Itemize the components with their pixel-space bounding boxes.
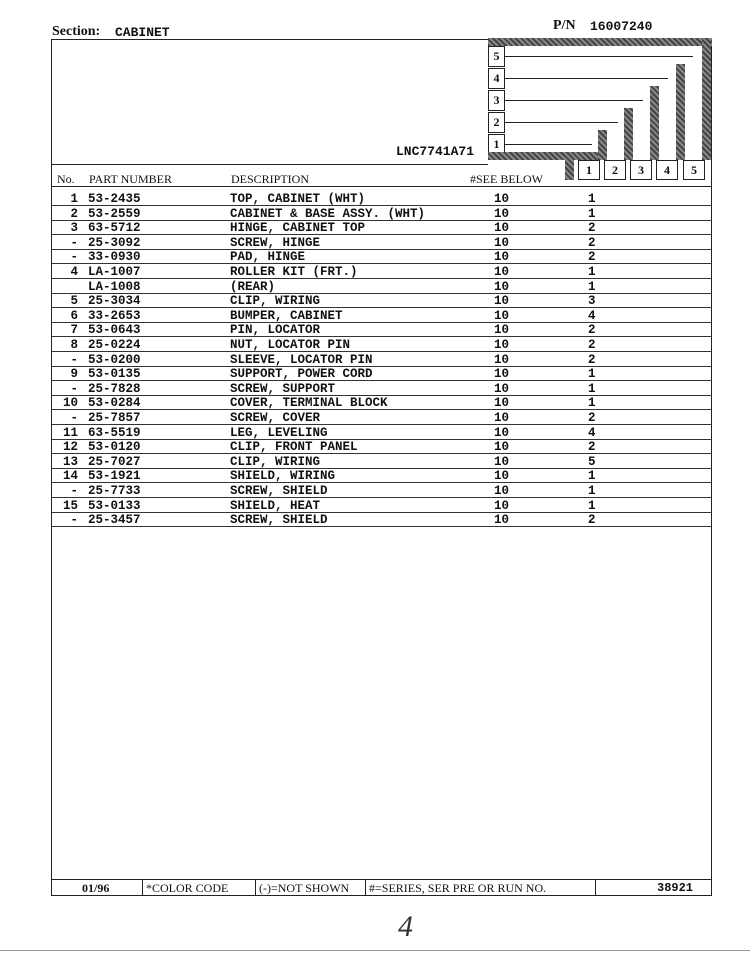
step-bar-top [488, 38, 712, 46]
part-quantity: 2 [588, 338, 596, 352]
section-value: CABINET [115, 25, 170, 40]
step-line-2 [505, 122, 618, 123]
part-series-code: 10 [494, 454, 510, 469]
part-series-code: 10 [494, 235, 510, 250]
column-header-no: No. [57, 172, 75, 186]
part-number: 33-2653 [88, 308, 141, 323]
part-quantity: 2 [588, 513, 596, 528]
part-description: PIN, LOCATOR [230, 323, 321, 338]
column-header-part-number: PART NUMBER [89, 172, 172, 186]
part-number: 53-1921 [88, 469, 141, 484]
part-description: PAD, HINGE [230, 250, 306, 265]
part-quantity: 1 [588, 498, 596, 513]
part-description: NUT, LOCATOR PIN [230, 338, 351, 352]
footer-date: 01/96 [82, 881, 110, 895]
part-index: 8 [70, 338, 78, 352]
part-description: BUMPER, CABINET [230, 308, 343, 323]
part-number: 25-7733 [88, 484, 141, 498]
series-key-3: 3 [630, 160, 652, 180]
part-index: 13 [62, 454, 78, 469]
part-series-code: 10 [494, 484, 510, 498]
row-rule [52, 526, 712, 527]
part-description: SCREW, HINGE [230, 235, 321, 250]
step-bar-left [565, 152, 574, 180]
part-description: SHIELD, HEAT [230, 498, 321, 513]
part-series-code: 10 [494, 265, 510, 279]
part-index: 4 [70, 265, 78, 279]
part-quantity: 1 [588, 367, 596, 382]
part-series-code: 10 [494, 323, 510, 338]
part-description: CLIP, WIRING [230, 294, 321, 309]
model-number-label: LNC7741A71 [396, 144, 475, 159]
part-index: - [70, 381, 78, 396]
part-number: LA-1008 [88, 279, 141, 294]
part-quantity: 3 [588, 294, 596, 309]
part-series-code: 10 [494, 513, 510, 528]
footer-doc-number: 38921 [657, 881, 694, 895]
part-series-code: 10 [494, 192, 510, 206]
part-index: 1 [70, 192, 78, 206]
part-quantity: 1 [588, 396, 596, 411]
part-index: - [70, 250, 78, 265]
part-quantity: 1 [588, 279, 596, 294]
step-bar-4 [676, 64, 685, 160]
part-series-code: 10 [494, 381, 510, 396]
series-key-1: 1 [578, 160, 600, 180]
part-index: 2 [70, 206, 78, 221]
part-series-code: 10 [494, 308, 510, 323]
part-quantity: 4 [588, 308, 596, 323]
footer-divider [255, 880, 256, 896]
part-index: 10 [62, 396, 78, 411]
step-bar-5 [702, 38, 711, 160]
part-index: - [70, 484, 78, 498]
part-quantity: 2 [588, 250, 596, 265]
part-number: 25-3034 [88, 294, 141, 309]
step-bar-2 [624, 108, 633, 160]
part-description: CLIP, WIRING [230, 454, 321, 469]
part-number: 53-0284 [88, 396, 141, 411]
series-key-4: 4 [656, 160, 678, 180]
column-header-see-below: #SEE BELOW [470, 172, 543, 186]
part-quantity: 2 [588, 411, 596, 425]
part-index: 5 [70, 294, 78, 309]
part-series-code: 10 [494, 396, 510, 411]
diagram-divider [51, 164, 488, 165]
footer-divider [365, 880, 366, 896]
part-series-code: 10 [494, 352, 510, 367]
part-series-code: 10 [494, 206, 510, 221]
part-series-code: 10 [494, 440, 510, 455]
part-number: 53-0135 [88, 367, 141, 382]
step-box-3: 3 [488, 90, 505, 111]
part-description: HINGE, CABINET TOP [230, 221, 366, 236]
part-description: SCREW, SUPPORT [230, 381, 336, 396]
part-description: SHIELD, WIRING [230, 469, 336, 484]
footer-not-shown: (-)=NOT SHOWN [259, 881, 350, 895]
part-series-code: 10 [494, 469, 510, 484]
part-number: 53-2435 [88, 192, 141, 206]
part-index: 14 [62, 469, 78, 484]
step-bar-1 [598, 130, 607, 160]
part-number: 53-0133 [88, 498, 141, 513]
part-quantity: 2 [588, 352, 596, 367]
part-index: 7 [70, 323, 78, 338]
step-box-2: 2 [488, 112, 505, 133]
step-box-1: 1 [488, 134, 505, 155]
part-number: 53-2559 [88, 206, 141, 221]
part-description: COVER, TERMINAL BLOCK [230, 396, 388, 411]
part-quantity: 4 [588, 425, 596, 440]
section-label: Section: [52, 24, 101, 39]
part-index: 6 [70, 308, 78, 323]
part-quantity: 1 [588, 381, 596, 396]
part-index: 3 [70, 221, 78, 236]
step-box-5: 5 [488, 46, 505, 67]
part-description: CABINET & BASE ASSY. (WHT) [230, 206, 426, 221]
part-index: - [70, 235, 78, 250]
step-line-5 [505, 56, 693, 57]
part-number: 25-3457 [88, 513, 141, 528]
footer-divider [595, 880, 596, 896]
part-series-code: 10 [494, 411, 510, 425]
part-index: - [70, 352, 78, 367]
part-index: - [70, 411, 78, 425]
part-description: (REAR) [230, 279, 276, 294]
part-quantity: 2 [588, 323, 596, 338]
part-number-label: P/N [553, 18, 576, 33]
part-series-code: 10 [494, 338, 510, 352]
part-quantity: 5 [588, 454, 596, 469]
part-quantity: 2 [588, 221, 596, 236]
footer-divider [142, 880, 143, 896]
part-index: 15 [62, 498, 78, 513]
series-key-5: 5 [683, 160, 705, 180]
footer-color-code: *COLOR CODE [146, 881, 229, 895]
part-number: 25-3092 [88, 235, 141, 250]
part-number: 25-7027 [88, 454, 141, 469]
part-number: 63-5712 [88, 221, 141, 236]
column-header-description: DESCRIPTION [231, 172, 310, 186]
part-description: SLEEVE, LOCATOR PIN [230, 352, 373, 367]
part-number: 33-0930 [88, 250, 141, 265]
part-number: 25-7857 [88, 411, 141, 425]
part-series-code: 10 [494, 221, 510, 236]
part-number: 53-0643 [88, 323, 141, 338]
step-line-3 [505, 100, 643, 101]
footer-series: #=SERIES, SER PRE OR RUN NO. [369, 881, 547, 895]
part-quantity: 1 [588, 484, 596, 498]
step-bar-3 [650, 86, 659, 160]
handwritten-page-mark: 4 [398, 910, 413, 943]
part-quantity: 1 [588, 192, 596, 206]
part-description: LEG, LEVELING [230, 425, 328, 440]
part-series-code: 10 [494, 367, 510, 382]
part-number: 53-0120 [88, 440, 141, 455]
part-quantity: 1 [588, 265, 596, 279]
part-quantity: 1 [588, 469, 596, 484]
part-description: CLIP, FRONT PANEL [230, 440, 358, 455]
part-index: - [70, 513, 78, 528]
part-description: ROLLER KIT (FRT.) [230, 265, 358, 279]
part-series-code: 10 [494, 425, 510, 440]
step-box-4: 4 [488, 68, 505, 89]
step-line-4 [505, 78, 668, 79]
part-series-code: 10 [494, 498, 510, 513]
scan-edge-line [0, 950, 750, 951]
part-index: 9 [70, 367, 78, 382]
part-series-code: 10 [494, 279, 510, 294]
part-index: 12 [62, 440, 78, 455]
part-number: LA-1007 [88, 265, 141, 279]
part-quantity: 2 [588, 440, 596, 455]
part-description: SCREW, COVER [230, 411, 321, 425]
part-quantity: 2 [588, 235, 596, 250]
step-bar-base [488, 152, 598, 160]
part-number: 25-0224 [88, 338, 141, 352]
part-description: SUPPORT, POWER CORD [230, 367, 373, 382]
part-description: SCREW, SHIELD [230, 513, 328, 528]
part-quantity: 1 [588, 206, 596, 221]
part-number: 25-7828 [88, 381, 141, 396]
step-line-1 [505, 144, 592, 145]
part-number: 63-5519 [88, 425, 141, 440]
part-series-code: 10 [494, 250, 510, 265]
part-series-code: 10 [494, 294, 510, 309]
part-description: TOP, CABINET (WHT) [230, 192, 366, 206]
column-header-rule [51, 186, 712, 187]
part-number-value: 16007240 [590, 19, 653, 34]
series-key-2: 2 [604, 160, 626, 180]
part-description: SCREW, SHIELD [230, 484, 328, 498]
part-index: 11 [62, 425, 78, 440]
part-number: 53-0200 [88, 352, 141, 367]
